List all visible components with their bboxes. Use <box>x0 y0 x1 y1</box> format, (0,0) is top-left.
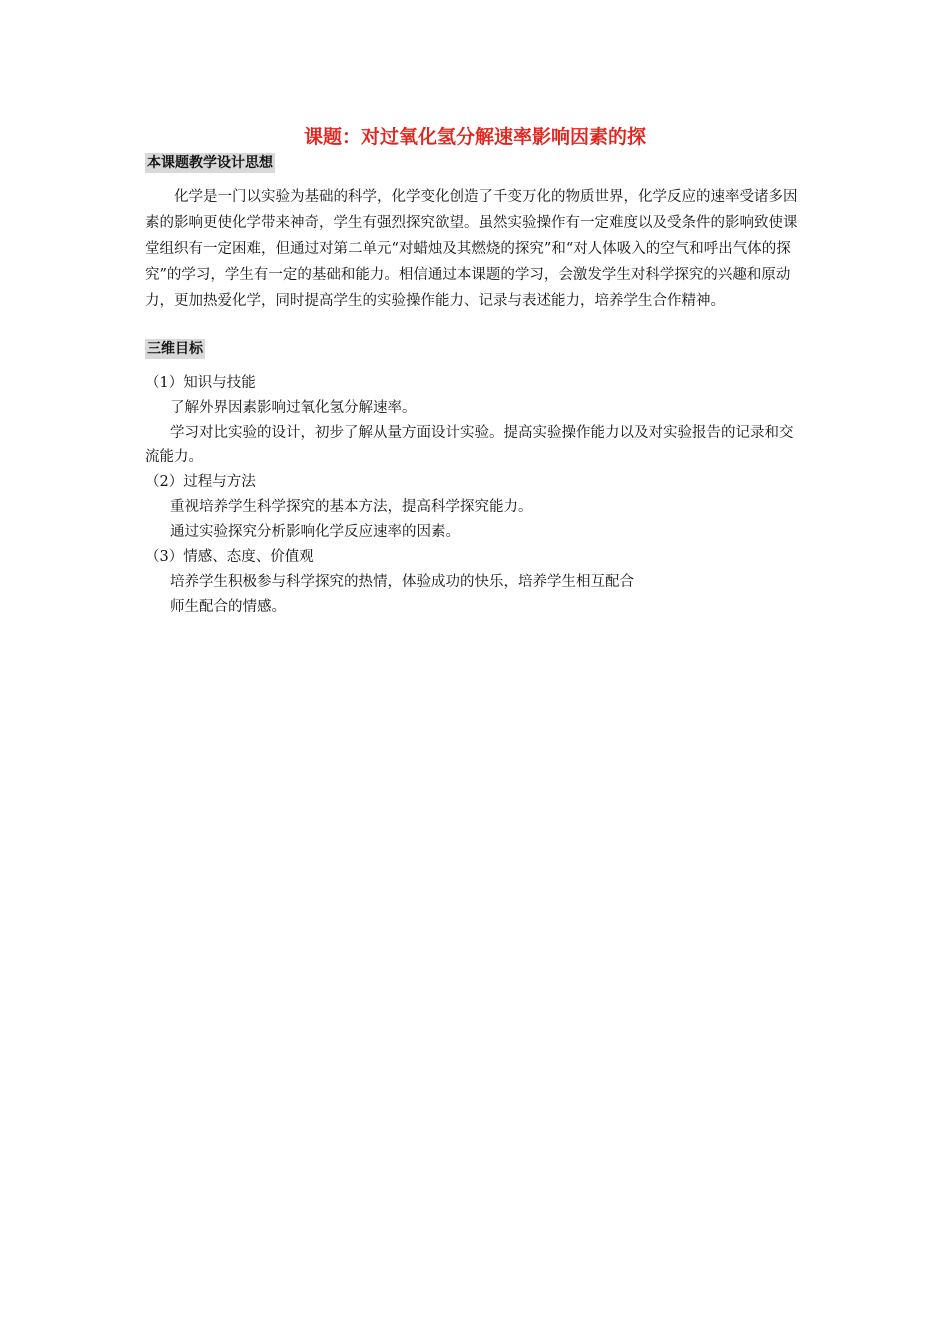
goal-emotion-attitude-line: 师生配合的情感。 <box>170 599 286 615</box>
section-heading-three-dimensional-goals: 三维目标 <box>147 341 203 357</box>
goal-process-method-line: 通过实验探究分析影响化学反应速率的因素。 <box>170 524 460 540</box>
goal-emotion-attitude-line: 培养学生积极参与科学探究的热情，体验成功的快乐，培养学生相互配合 <box>170 574 634 590</box>
section-heading-design-idea: 本课题教学设计思想 <box>147 155 273 171</box>
document-title: 课题：对过氧化氢分解速率影响因素的探 <box>303 126 646 148</box>
goal-emotion-attitude-label: （3）情感、态度、价值观 <box>145 549 314 565</box>
goal-knowledge-skills-label: （1）知识与技能 <box>145 375 256 391</box>
goal-knowledge-skills-line: 了解外界因素影响过氧化氢分解速率。 <box>170 400 417 416</box>
goal-process-method-line: 重视培养学生科学探究的基本方法，提高科学探究能力。 <box>170 499 533 515</box>
design-idea-paragraph: 化学是一门以实验为基础的科学，化学变化创造了千变万化的物质世界，化学反应的速率受诸多因素的影响更使化学带来神奇，学生有强烈探究欲望。虽然实验操作有一定难度以及受条件的影响致使课堂组织有一定困难，但通过对第二单元“对蜡烛及其燃烧的探究”和“对人体吸入的空气和呼出气体的探究”的学习，学生有一定的基础和能力。相信通过本课题的学习，会激发学生对科学探究的兴趣和原动力，更加热爱化学，同时提高学生的实验操作能力、记录与表述能力，培养学生合作精神。 <box>145 189 798 309</box>
goal-knowledge-skills-paragraph: 学习对比实验的设计，初步了解从量方面设计实验。提高实验操作能力以及对实验报告的记录和交流能力。 <box>145 425 794 465</box>
goal-process-method-label: （2）过程与方法 <box>145 474 256 490</box>
